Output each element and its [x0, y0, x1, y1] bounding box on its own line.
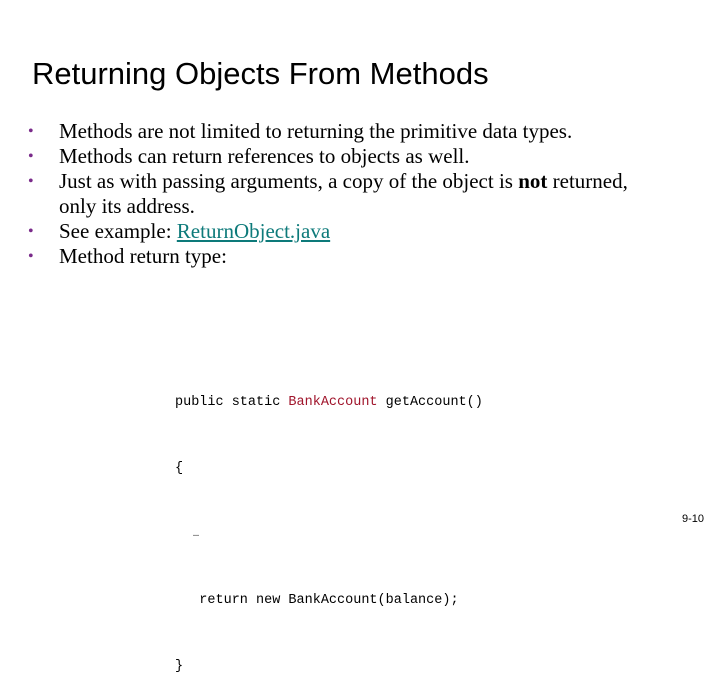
code-keyword: public static [175, 395, 289, 410]
bullet-item [28, 119, 628, 144]
bullet-list [28, 119, 628, 269]
bullet-item [28, 144, 628, 169]
slide-title: Returning Objects From Methods [32, 56, 489, 91]
code-block [175, 348, 483, 700]
code-line: return new BankAccount(balance); [175, 593, 459, 608]
code-line [175, 392, 483, 414]
bullet-item [28, 169, 628, 219]
bullet-icon: • [28, 148, 34, 165]
bullet-item [28, 219, 628, 244]
bullet-text: Method return type: [59, 244, 227, 268]
bullet-icon: • [28, 248, 34, 265]
bullet-icon: • [28, 223, 34, 240]
bullet-icon: • [28, 123, 34, 140]
bullet-text-suffix: returned, only its address. [59, 169, 628, 218]
bullet-text-emphasis: not [518, 169, 548, 193]
code-line: } [175, 659, 184, 674]
bullet-text: Methods can return references to objects as well. [59, 144, 470, 168]
code-method-name: getAccount() [377, 395, 483, 410]
code-return-type: BankAccount [288, 395, 378, 410]
bullet-item [28, 244, 628, 269]
bullet-icon: • [28, 173, 34, 190]
page-number: 9-10 [681, 513, 704, 525]
bullet-text-prefix: Just as with passing arguments, a copy of the object is [59, 169, 519, 193]
example-link[interactable]: ReturnObject.java [176, 219, 331, 243]
bullet-text: Methods are not limited to returning the primitive data types. [59, 119, 573, 143]
code-line: … [175, 529, 200, 540]
code-line: { [175, 461, 184, 476]
bullet-text-prefix: See example: [59, 219, 177, 243]
